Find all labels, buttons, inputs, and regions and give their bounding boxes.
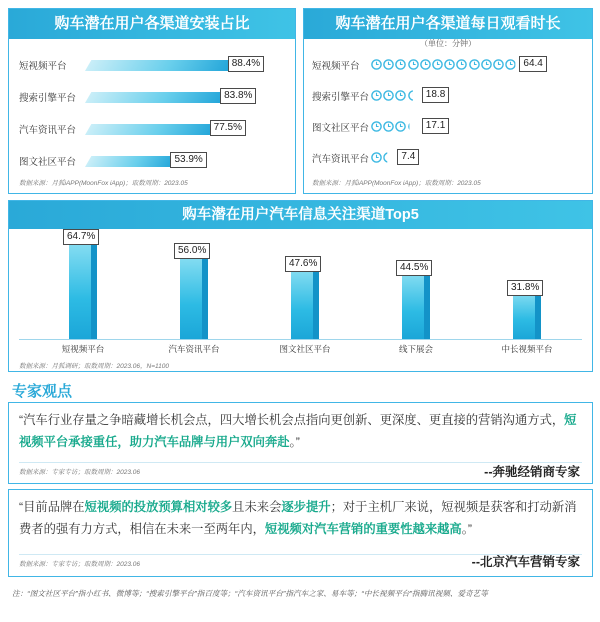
install-share-title: 购车潜在用户各渠道安装占比 (9, 9, 295, 39)
bar (69, 239, 91, 339)
clock-icon (395, 58, 406, 71)
bar (85, 60, 238, 71)
category-label: 线下展会 (398, 344, 433, 354)
value-label: 18.8 (422, 87, 449, 103)
clock-icon (469, 58, 480, 71)
quote-text-segment: 。” (461, 522, 472, 536)
highlight-text: 短视频平台承接重任，助力汽车品牌与用户双向奔赴 (19, 413, 577, 449)
bar-row (304, 148, 592, 168)
value-label: 83.8% (220, 88, 256, 104)
expert-quote-2 (8, 489, 593, 577)
expert-quote-1-source: 数据来源：专家专访；取数周期：2023.06 (19, 469, 140, 476)
clock-icon (371, 58, 382, 71)
bar-side (202, 257, 208, 339)
install-share-source: 数据来源：月狐iAPP(MoonFox iApp)；取数周期：2023.05 (19, 180, 188, 187)
footnote: 注：“图文社区平台”指小红书、微博等；“搜索引擎平台”指百度等；“汽车资讯平台”指汽车之家、易车等；“中长视频平台”指腾讯视频、爱奇艺等 (12, 589, 488, 598)
value-label: 53.9% (170, 152, 206, 168)
clock-icon (383, 120, 394, 133)
clock-icon (395, 120, 406, 133)
value-label: 7.4 (397, 149, 419, 165)
clock-icon (408, 89, 419, 102)
quote-text-segment: ；对于主机厂来说，短视频是获客和打动新消费者的强有力方式，相信在未来一至两年内， (19, 500, 577, 536)
clock-icon (408, 120, 419, 133)
top5-channels-panel (8, 200, 593, 372)
value-label: 88.4% (228, 56, 264, 72)
bar (180, 253, 202, 339)
quote-text-segment: “目前品牌在 (19, 500, 85, 514)
highlight-text: 逐步提升 (281, 500, 331, 514)
expert-quote-2-author: --北京汽车营销专家 (471, 555, 580, 569)
bar-row (304, 55, 592, 75)
bar-row (9, 151, 295, 171)
highlight-text: 短视频对汽车营销的重要性越来越高 (264, 522, 462, 536)
bar (402, 270, 424, 339)
category-label: 中长视频平台 (501, 344, 553, 354)
bar-side (91, 243, 97, 339)
clock-icon (493, 58, 504, 71)
value-label: 17.1 (422, 118, 449, 134)
install-share-panel (8, 8, 296, 194)
experts-title: 专家观点 (12, 383, 73, 400)
bar (513, 290, 535, 339)
clock-icon (505, 58, 516, 71)
top5-channels-source: 数据来源：月狐调研；取数周期：2023.06，N=1100 (19, 363, 169, 370)
quote-text-segment: “汽车行业存量之争暗藏增长机会点，四大增长机会点指向更创新、更深度、更直接的营销沟通方式， (19, 413, 565, 427)
expert-quote-2-source: 数据来源：专家专访；取数周期：2023.06 (19, 561, 140, 568)
clock-icon (383, 89, 394, 102)
bar-side (424, 274, 430, 339)
highlight-text: 短视频的投放预算相对较多 (84, 500, 233, 514)
clock-icon (481, 58, 492, 71)
bar-side (535, 294, 541, 339)
category-label: 搜索引擎平台 (312, 92, 370, 103)
category-label: 汽车资讯平台 (168, 344, 220, 354)
value-label: 77.5% (210, 120, 246, 136)
clock-icon (456, 58, 467, 71)
bar (85, 156, 181, 167)
category-label: 图文社区平台 (312, 123, 370, 134)
category-label: 图文社区平台 (279, 344, 331, 354)
clock-icon (371, 151, 382, 164)
bar (291, 266, 313, 339)
value-label: 56.0% (174, 243, 210, 259)
category-label: 汽车资讯平台 (19, 125, 77, 136)
bar-row (9, 87, 295, 107)
clock-icon (408, 58, 419, 71)
bar-row (9, 119, 295, 139)
category-label: 短视频平台 (312, 61, 360, 72)
category-label: 短视频平台 (61, 344, 105, 354)
top5-channels-title: 购车潜在用户汽车信息关注渠道Top5 (9, 201, 592, 229)
clock-icon (395, 89, 406, 102)
quote-text-segment: 且未来会 (232, 500, 282, 514)
expert-quote-1-text (19, 409, 582, 453)
value-label: 47.6% (285, 256, 321, 272)
expert-quote-1 (8, 402, 593, 484)
value-label: 64.4 (519, 56, 546, 72)
clock-icon (383, 58, 394, 71)
category-label: 短视频平台 (19, 61, 67, 72)
bar (85, 92, 230, 103)
bar (85, 124, 220, 135)
category-label: 汽车资讯平台 (312, 154, 370, 165)
clock-icon (371, 89, 382, 102)
bar-row (9, 55, 295, 75)
watch-time-unit: （单位：分钟） (420, 39, 476, 48)
expert-quote-2-text (19, 496, 582, 540)
clock-icon (383, 151, 394, 164)
category-label: 图文社区平台 (19, 157, 77, 168)
watch-time-source: 数据来源：月狐iAPP(MoonFox iApp)；取数周期：2023.05 (312, 180, 481, 187)
expert-quote-1-author: --奔驰经销商专家 (484, 465, 580, 479)
watch-time-title: 购车潜在用户各渠道每日观看时长 (304, 9, 592, 39)
clock-icon (444, 58, 455, 71)
value-label: 31.8% (507, 280, 543, 296)
value-label: 64.7% (63, 229, 99, 245)
watch-time-panel (303, 8, 593, 194)
clock-icon (420, 58, 431, 71)
value-label: 44.5% (396, 260, 432, 276)
clock-icon (371, 120, 382, 133)
bar-row (304, 117, 592, 137)
category-label: 搜索引擎平台 (19, 93, 77, 104)
quote-text-segment: 。” (289, 435, 300, 449)
bar-side (313, 270, 319, 339)
clock-icon (432, 58, 443, 71)
top5-baseline (19, 339, 582, 340)
bar-row (304, 86, 592, 106)
